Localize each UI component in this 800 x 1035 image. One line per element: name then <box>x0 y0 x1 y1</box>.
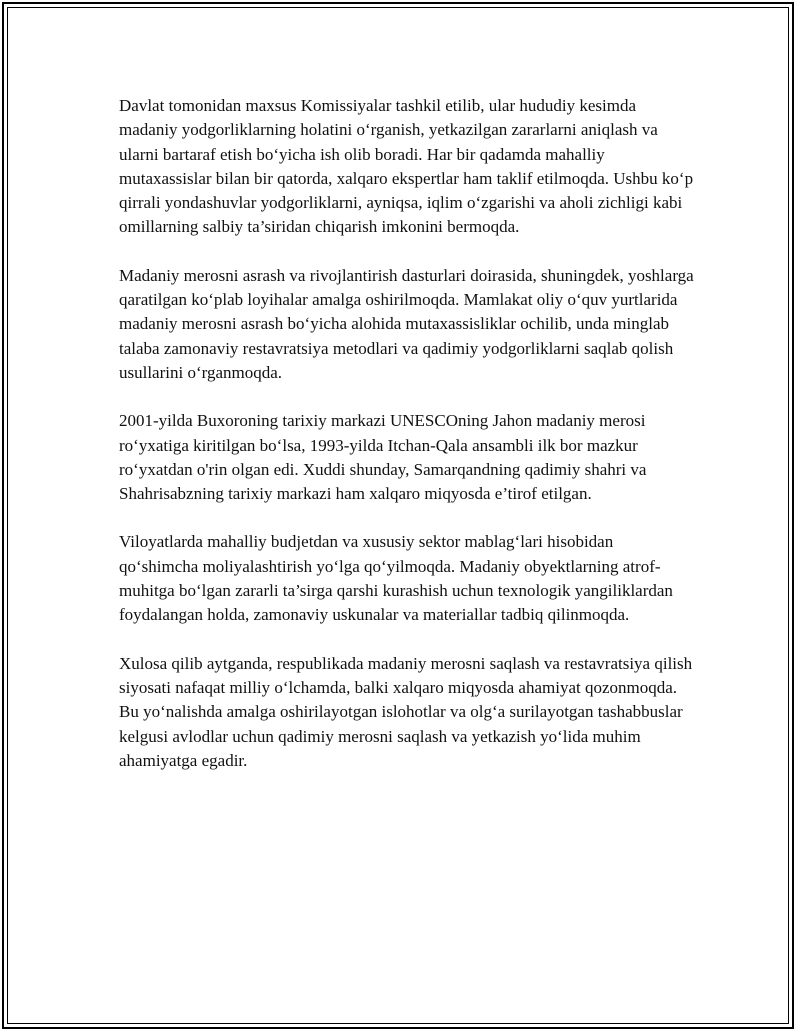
paragraph-2: Madaniy merosni asrash va rivojlantirish dasturlari doirasida, shuningdek, yoshlarga qaratilgan ko‘plab loyihalar amalga oshirilmoqda. Mamlakat oliy o‘quv yurtlarida madaniy merosni asrash bo‘yicha alohida mutaxassisliklar ochilib, unda minglab talaba zamonaviy restavratsiya metodlari va qadimiy yodgorliklarni saqlab qolish usullarini o‘rganmoqda. <box>119 265 694 382</box>
paragraph-1: Davlat tomonidan maxsus Komissiyalar tashkil etilib, ular hududiy kesimda madaniy yodgorliklarning holatini o‘rganish, yetkazilgan zararlarni aniqlash va ularni bartaraf etish bo‘yicha ish olib boradi. Har bir qadamda mahalliy mutaxassislar bilan bir qatorda, xalqaro ekspertlar ham taklif etilmoqda. Ushbu ko‘p qirrali yondashuvlar yodgorliklarni, ayniqsa, iqlim o‘zgarishi va aholi zichligi kabi omillarning salbiy ta’siridan chiqarish imkonini bermoqda. <box>119 96 694 237</box>
paragraph-5: Xulosa qilib aytganda, respublikada madaniy merosni saqlash va restavratsiya qilish siyosati nafaqat milliy o‘lchamda, balki xalqaro miqyosda ahamiyat qozonmoqda. Bu yo‘nalishda amalga oshirilayotgan islohotlar va olg‘a surilayotgan tashabbuslar kelgusi avlodlar uchun qadimiy merosni saqlash va yetkazish yo‘lida muhim ahamiyatga egadir. <box>119 653 693 770</box>
paragraph-4: Viloyatlarda mahalliy budjetdan va xususiy sektor mablag‘lari hisobidan qo‘shimcha moliyalashtirish yo‘lga qo‘yilmoqda. Madaniy obyektlarning atrof-muhitga bo‘lgan zararli ta’sirga qarshi kurashish uchun texnologik yangiliklardan foydalangan holda, zamonaviy uskunalar va materiallar tadbiq qilinmoqda. <box>119 532 673 625</box>
document-page <box>2 2 794 1029</box>
document-body <box>119 94 694 797</box>
paragraph-3: 2001-yilda Buxoroning tarixiy markazi UNESCOning Jahon madaniy merosi ro‘yxatiga kiritilgan bo‘lsa, 1993-yilda Itchan-Qala ansambli ilk bor mazkur ro‘yxatdan o'rin olgan edi. Xuddi shunday, Samarqandning qadimiy shahri va Shahrisabzning tarixiy markazi ham xalqaro miqyosda e’tirof etilgan. <box>119 411 647 504</box>
